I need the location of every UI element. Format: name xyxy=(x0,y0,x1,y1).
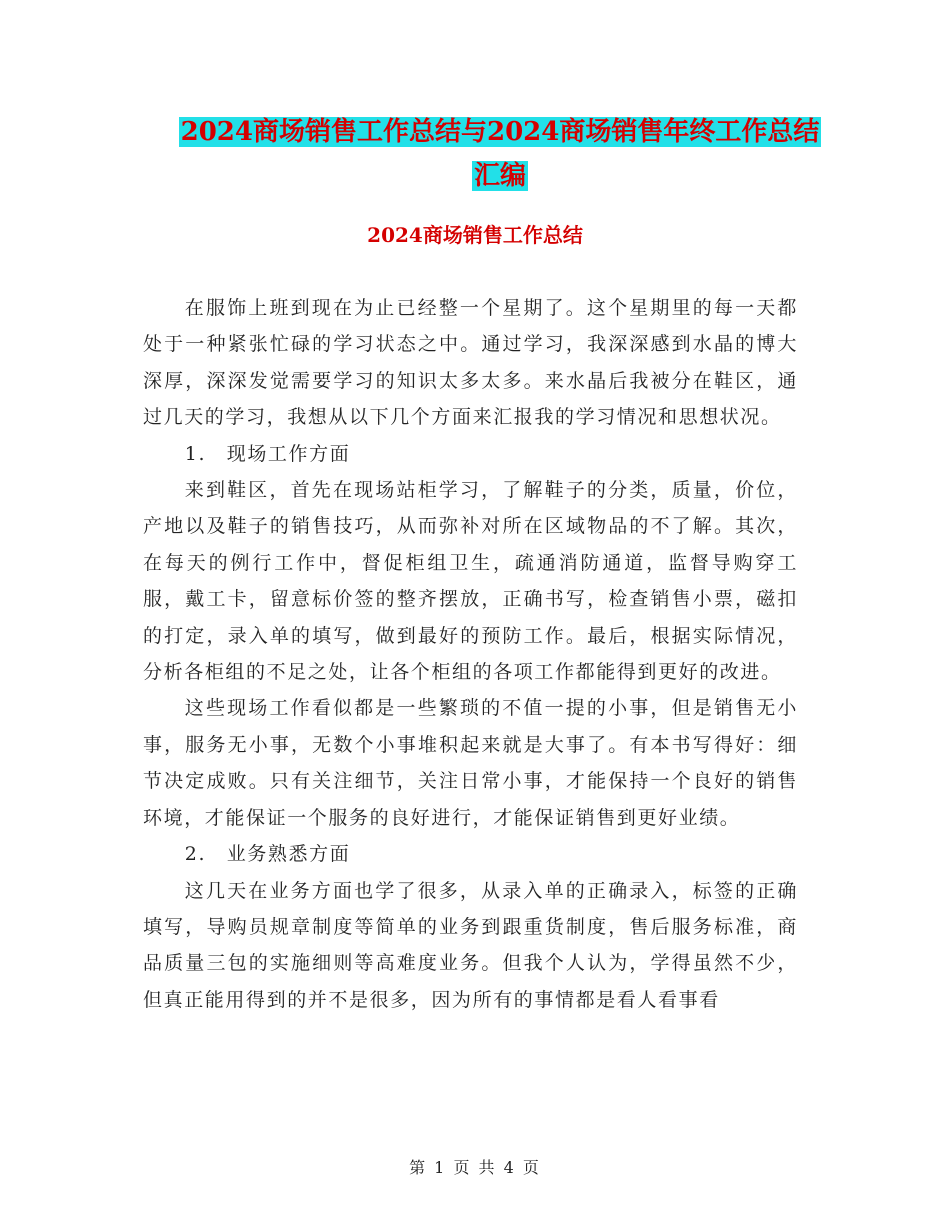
document-title-line-2: 汇编 xyxy=(473,161,526,191)
page-number-footer: 第 1 页 共 4 页 xyxy=(409,1158,541,1177)
document-body xyxy=(143,290,798,1018)
document-title-line-1: 2024商场销售工作总结与2024商场销售年终工作总结 xyxy=(180,117,820,147)
paragraph-onsite-work: 来到鞋区，首先在现场站柜学习，了解鞋子的分类，质量，价位，产地以及鞋子的销售技巧，从而弥补对所在区域物品的不了解。其次，在每天的例行工作中，督促柜组卫生，疏通消防通道，监督导购穿工服，戴工卡，留意标价签的整齐摆放，正确书写，检查销售小票，磁扣的打定，录入单的填写，做到最好的预防工作。最后，根据实际情况，分析各柜组的不足之处，让各个柜组的各项工作都能得到更好的改进。 xyxy=(143,479,798,684)
document-title xyxy=(150,110,850,198)
paragraph-details: 这些现场工作看似都是一些繁琐的不值一提的小事，但是销售无小事，服务无小事，无数个小事堆积起来就是大事了。有本书写得好：细节决定成败。只有关注细节，关注日常小事，才能保持一个良好的销售环境，才能保证一个服务的良好进行，才能保证销售到更好业绩。 xyxy=(143,697,798,829)
section-title: 2024商场销售工作总结 xyxy=(367,223,583,247)
subheading-onsite-work: 1. 现场工作方面 xyxy=(184,442,351,465)
paragraph-intro: 在服饰上班到现在为止已经整一个星期了。这个星期里的每一天都处于一种紧张忙碌的学习状态之中。通过学习，我深深感到水晶的博大深厚，深深发觉需要学习的知识太多太多。来水晶后我被分在鞋区，通过几天的学习，我想从以下几个方面来汇报我的学习情况和思想状况。 xyxy=(143,297,798,429)
subheading-business: 2. 业务熟悉方面 xyxy=(184,843,351,866)
paragraph-business: 这几天在业务方面也学了很多，从录入单的正确录入，标签的正确填写，导购员规章制度等简单的业务到跟重货制度，售后服务标准，商品质量三包的实施细则等高难度业务。但我个人认为，学得虽然不少，但真正能用得到的并不是很多，因为所有的事情都是看人看事看 xyxy=(143,879,798,1011)
